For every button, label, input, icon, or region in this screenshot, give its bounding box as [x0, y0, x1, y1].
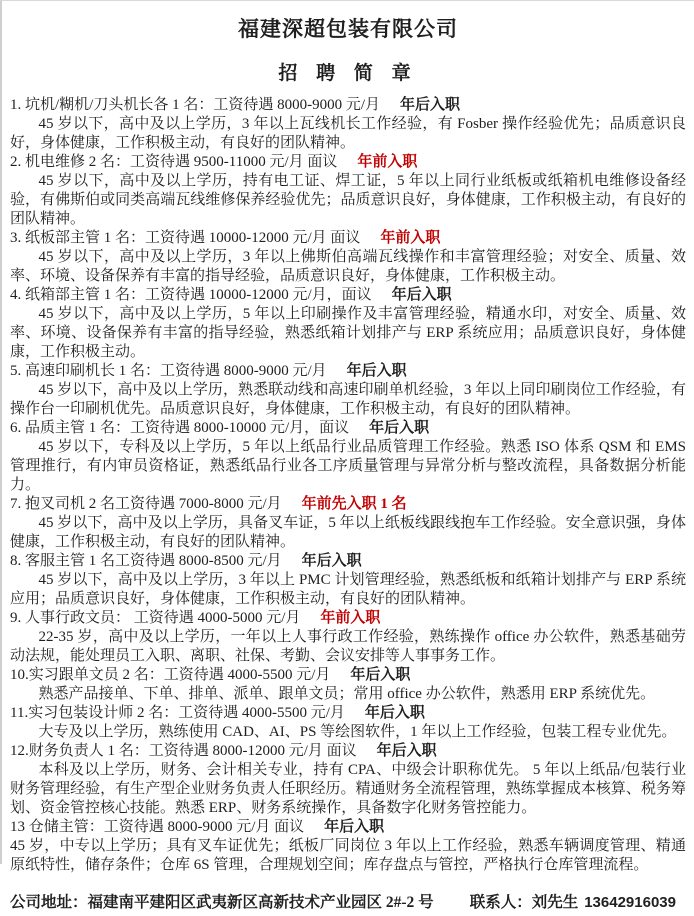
job-title-salary: 2. 机电维修 2 名：工资待遇 9500-11000 元/月 面议	[10, 154, 338, 170]
job-onboard-note: 年后入职	[376, 743, 437, 759]
job-requirements: 45 岁以下，高中及以上学历，熟悉联动线和高速印刷单机经验，3 年以上同印刷岗位工作经验，有操作台一印刷机优先。品质意识良好，身体健康，工作积极主动，有良好的团队精神。	[10, 382, 686, 417]
job-heading	[10, 96, 686, 115]
job-requirements: 45 岁以下，专科及以上学历，5 年以上纸品行业品质管理工作经验。熟悉 ISO 体系 QSM 和 EMS 管理推行，有内审员资格证，熟悉纸品行业各工序质量管理与异常分析与整改流程，具备数据分析能力。	[10, 439, 686, 493]
job-heading	[10, 362, 686, 381]
job-item	[10, 362, 686, 419]
job-item	[10, 419, 686, 495]
job-heading	[10, 419, 686, 438]
job-title-salary: 9. 人事行政文员： 工资待遇 4000-5000 元/月	[10, 610, 301, 626]
job-heading	[10, 742, 686, 761]
job-requirements: 45 岁以下，高中及以上学历，3 年以上佛斯伯高端瓦线操作和丰富管理经验；对安全、质量、效率、环境、设备保养有丰富的指导经验，品质意识良好，身体健康，工作积极主动。	[10, 249, 686, 284]
job-requirements: 大专及以上学历，熟练使用 CAD、AI、PS 等绘图软件，1 年以上工作经验，包装工程专业优先。	[38, 724, 677, 740]
job-item	[10, 552, 686, 609]
job-item	[10, 96, 686, 153]
job-title-salary: 4. 纸箱部主管 1 名：工资待遇 10000-12000 元/月，面议	[10, 287, 372, 303]
job-onboard-note: 年前入职	[380, 230, 441, 246]
job-title-salary: 13 仓储主管：工资待遇 8000-9000 元/月 面议	[10, 819, 305, 835]
contact-label: 联系人：	[469, 894, 532, 911]
job-heading	[10, 286, 686, 305]
job-heading	[10, 818, 686, 837]
job-title-salary: 11.实习包装设计师 2 名：工资待遇 4000-5500 元/月	[10, 705, 345, 721]
job-onboard-note: 年后入职	[369, 420, 430, 436]
job-requirements: 45 岁以下，高中及以上学历，具备叉车证，5 年以上纸板线跟线抱车工作经验。安全意识强，身体健康，工作积极主动，有良好的团队精神。	[10, 515, 686, 550]
job-onboard-note: 年后入职	[350, 667, 411, 683]
job-onboard-note: 年后入职	[346, 363, 407, 379]
job-heading	[10, 552, 686, 571]
job-requirements: 熟悉产品接单、下单、排单、派单、跟单文员；常用 office 办公软件，熟悉用 ERP 系统优先。	[38, 686, 656, 702]
job-heading	[10, 609, 686, 628]
job-onboard-note: 年后入职	[301, 553, 362, 569]
contact-phone: 13642916039	[584, 894, 676, 911]
company-address	[10, 894, 434, 911]
job-item	[10, 229, 686, 286]
job-item	[10, 609, 686, 666]
job-title-salary: 8. 客服主管 1 名工资待遇 8000-8500 元/月	[10, 553, 282, 569]
job-requirements: 22-35 岁，高中及以上学历，一年以上人事行政工作经验，熟练操作 office 办公软件，熟悉基础劳动法规，能处理员工入职、离职、社保、考勤、会议安排等人事事务工作。	[10, 629, 686, 664]
job-title-salary: 1. 坑机/糊机/刀头机长各 1 名：工资待遇 8000-9000 元/月	[10, 97, 380, 113]
job-heading	[10, 495, 686, 514]
job-title-salary: 6. 品质主管 1 名：工资待遇 8000-10000 元/月，面议	[10, 420, 350, 436]
job-heading	[10, 704, 686, 723]
address-label: 公司地址：	[10, 894, 88, 911]
job-heading	[10, 229, 686, 248]
job-title-salary: 10.实习跟单文员 2 名：工资待遇 4000-5500 元/月	[10, 667, 331, 683]
job-item	[10, 495, 686, 552]
address-value: 福建南平建阳区武夷新区高新技术产业园区 2#-2 号	[87, 894, 434, 911]
job-onboard-note: 年前入职	[357, 154, 418, 170]
job-onboard-note: 年后入职	[364, 705, 425, 721]
job-onboard-note: 年前先入职 1 名	[301, 496, 407, 512]
job-requirements: 本科及以上学历，财务、会计相关专业，持有 CPA、中级会计职称优先。 5 年以上纸品/包装行业财务管理经验，有生产型企业财务负责人任职经历。精通财务全流程管理，熟练掌握成本核算、税务筹划、资金管控核心技能。熟悉 ERP、财务系统操作，具备数字化财务管控能力。	[10, 762, 686, 816]
company-title: 福建深超包装有限公司	[238, 17, 458, 41]
job-item	[10, 153, 686, 229]
job-item	[10, 742, 686, 818]
job-list	[10, 96, 686, 875]
job-title-salary: 7. 抱叉司机 2 名工资待遇 7000-8000 元/月	[10, 496, 282, 512]
job-requirements: 45 岁以下，高中及以上学历，持有电工证、焊工证，5 年以上同行业纸板或纸箱机电维修设备经验，有佛斯伯或同类高端瓦线维修保养经验优先；品质意识良好，身体健康，工作积极主动，有良好的团队精神。	[10, 173, 686, 227]
job-item	[10, 818, 686, 875]
contact-name: 刘先生	[531, 894, 579, 911]
job-onboard-note: 年后入职	[324, 819, 385, 835]
recruitment-notice-page	[2, 1, 694, 916]
job-title-salary: 3. 纸板部主管 1 名：工资待遇 10000-12000 元/月 面议	[10, 230, 361, 246]
job-requirements: 45 岁以下，高中及以上学历，5 年以上印刷操作及丰富管理经验，精通水印，对安全、质量、效率、环境、设备保养有丰富的指导经验，熟悉纸箱计划排产与 ERP 系统应用；品质意识良好，身体健康，工作积极主动。	[10, 306, 686, 360]
job-title-salary: 5. 高速印刷机长 1 名：工资待遇 8000-9000 元/月	[10, 363, 327, 379]
job-onboard-note: 年后入职	[400, 97, 461, 113]
job-requirements: 45 岁以下，高中及以上学历，3 年以上瓦线机长工作经验，有 Fosber 操作经验优先；品质意识良好，身体健康，工作积极主动，有良好的团队精神。	[10, 116, 686, 151]
job-heading	[10, 666, 686, 685]
job-requirements: 45 岁，中专以上学历；具有叉车证优先；纸板厂同岗位 3 年以上工作经验，熟悉车辆调度管理、精通原纸特性，储存条件；仓库 6S 管理，合理规划空间；库存盘点与管控，严格执行仓库管理流程。	[10, 838, 686, 873]
job-onboard-note: 年前入职	[320, 610, 381, 626]
notice-subtitle: 招 聘 简 章	[278, 63, 418, 84]
job-item	[10, 704, 686, 742]
job-title-salary: 12.财务负责人 1 名：工资待遇 8000-12000 元/月 面议	[10, 743, 357, 759]
job-onboard-note: 年后入职	[391, 287, 452, 303]
job-requirements: 45 岁以下，高中及以上学历，3 年以上 PMC 计划管理经验，熟悉纸板和纸箱计划排产与 ERP 系统应用；品质意识良好，身体健康，工作积极主动，有良好的团队精神。	[10, 572, 686, 607]
job-item	[10, 666, 686, 704]
job-heading	[10, 153, 686, 172]
footer	[10, 890, 686, 912]
contact-info	[470, 894, 676, 911]
job-item	[10, 286, 686, 362]
